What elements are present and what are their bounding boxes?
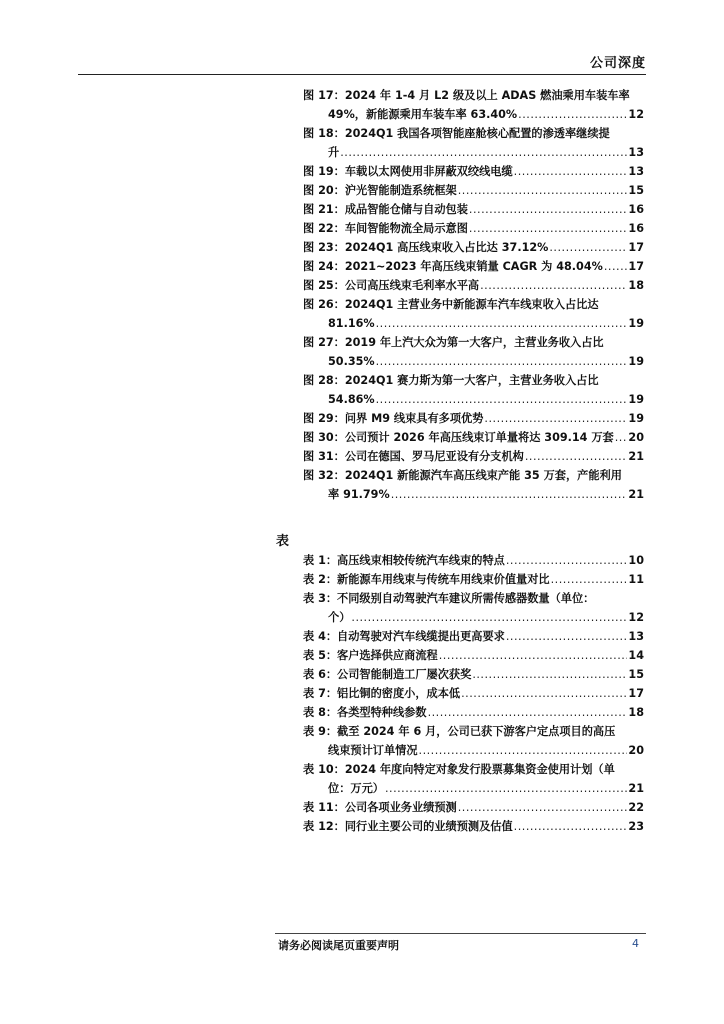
figure-toc-entry[interactable] xyxy=(303,219,644,238)
table-toc-entry[interactable] xyxy=(303,703,644,722)
figure-toc-entry-page: 16 xyxy=(628,203,644,216)
figure-toc-entry-title: 图 23：2024Q1 高压线束收入占比达 37.12% xyxy=(303,241,549,254)
figure-toc-entry-title: 图 24：2021~2023 年高压线束销量 CAGR 为 48.04% xyxy=(303,260,603,273)
figure-toc-entry[interactable] xyxy=(303,295,644,333)
figure-toc-entry-title: 81.16% xyxy=(328,317,375,330)
dot-leader xyxy=(376,390,628,409)
table-toc-entry[interactable] xyxy=(303,760,644,798)
table-toc-entry-title: 表 8：各类型特种线参数 xyxy=(303,706,427,719)
figure-toc-entry-title: 图 17：2024 年 1-4 月 L2 级及以上 ADAS 燃油乘用车装车率 xyxy=(303,89,630,102)
figure-toc-entry[interactable] xyxy=(303,86,644,124)
figure-toc-entry-title: 图 18：2024Q1 我国各项智能座舱核心配置的渗透率继续提 xyxy=(303,127,610,140)
figure-toc-entry-title: 图 25：公司高压线束毛利率水平高 xyxy=(303,279,480,292)
table-toc-entry[interactable] xyxy=(303,798,644,817)
dot-leader xyxy=(615,428,628,447)
dot-leader xyxy=(525,447,628,466)
figure-toc-entry-title: 图 29：问界 M9 线束具有多项优势 xyxy=(303,412,484,425)
dot-leader xyxy=(514,162,628,181)
dot-leader xyxy=(376,314,628,333)
figure-toc-entry-title: 图 20：沪光智能制造系统框架 xyxy=(303,184,457,197)
report-type-label: 公司深度 xyxy=(589,56,646,71)
table-toc-entry-page: 13 xyxy=(628,630,644,643)
dot-leader xyxy=(514,817,628,836)
dot-leader xyxy=(472,665,627,684)
figure-toc-entry-page: 19 xyxy=(628,393,644,406)
table-toc-entry-title: 表 6：公司智能制造工厂屡次获奖 xyxy=(303,668,472,681)
figure-toc-entry-page: 17 xyxy=(628,260,644,273)
dot-leader xyxy=(551,570,628,589)
dot-leader xyxy=(604,257,628,276)
table-toc-entry-page: 12 xyxy=(628,611,644,624)
figure-toc-entry-title: 50.35% xyxy=(328,355,375,368)
table-toc-entry-title: 个） xyxy=(328,611,351,624)
figure-toc-entry[interactable] xyxy=(303,333,644,371)
dot-leader xyxy=(419,741,628,760)
dot-leader xyxy=(461,684,627,703)
figure-toc-entry-page: 19 xyxy=(628,355,644,368)
table-toc-entry[interactable] xyxy=(303,551,644,570)
figure-toc-entry[interactable] xyxy=(303,124,644,162)
table-toc-entry-page: 10 xyxy=(628,554,644,567)
figure-toc-entry-title: 升 xyxy=(328,146,340,159)
figure-toc-entry-title: 54.86% xyxy=(328,393,375,406)
table-toc-entry-page: 11 xyxy=(628,573,644,586)
footer-disclaimer: 请务必阅读尾页重要声明 xyxy=(278,939,399,952)
dot-leader xyxy=(376,352,628,371)
table-toc-entry[interactable] xyxy=(303,684,644,703)
figure-toc-entry-page: 19 xyxy=(628,412,644,425)
dot-leader xyxy=(439,646,628,665)
table-toc-entry-page: 23 xyxy=(628,820,644,833)
table-toc-entry-title: 表 2：新能源车用线束与传统车用线束价值量对比 xyxy=(303,573,550,586)
figure-toc-entry-page: 13 xyxy=(628,146,644,159)
dot-leader xyxy=(506,627,628,646)
dot-leader xyxy=(469,219,628,238)
figure-toc-entry-title: 图 21：成品智能仓储与自动包装 xyxy=(303,203,468,216)
figure-toc-entry-title: 率 91.79% xyxy=(328,488,390,501)
table-toc-entry[interactable] xyxy=(303,722,644,760)
figure-toc-entry-page: 15 xyxy=(628,184,644,197)
figure-toc-entry-page: 17 xyxy=(628,241,644,254)
dot-leader xyxy=(506,551,628,570)
page-number: 4 xyxy=(632,937,639,950)
figure-toc-entry-page: 12 xyxy=(628,108,644,121)
table-toc-entry-page: 14 xyxy=(628,649,644,662)
table-toc-entry-title: 表 3：不同级别自动驾驶汽车建议所需传感器数量（单位： xyxy=(303,592,595,605)
table-toc-entry[interactable] xyxy=(303,589,644,627)
dot-leader xyxy=(428,703,628,722)
figure-toc-entry-title: 图 26：2024Q1 主营业务中新能源车汽车线束收入占比达 xyxy=(303,298,599,311)
figure-toc-entry[interactable] xyxy=(303,276,644,295)
figure-toc-entry-page: 18 xyxy=(628,279,644,292)
dot-leader xyxy=(458,181,628,200)
table-toc-entry-title: 表 9：截至 2024 年 6 月，公司已获下游客户定点项目的高压 xyxy=(303,725,616,738)
figure-toc-entry[interactable] xyxy=(303,371,644,409)
figure-toc-entry-title: 图 28：2024Q1 赛力斯为第一大客户，主营业务收入占比 xyxy=(303,374,599,387)
figure-toc-entry[interactable] xyxy=(303,257,644,276)
figure-toc-entry[interactable] xyxy=(303,428,644,447)
figure-toc-entry-page: 16 xyxy=(628,222,644,235)
figure-toc-entry-page: 20 xyxy=(628,431,644,444)
figure-toc-entry-title: 图 32：2024Q1 新能源汽车高压线束产能 35 万套，产能利用 xyxy=(303,469,622,482)
table-toc-entry[interactable] xyxy=(303,665,644,684)
figure-toc-entry-title: 图 22：车间智能物流全局示意图 xyxy=(303,222,468,235)
table-toc-entry[interactable] xyxy=(303,817,644,836)
dot-leader xyxy=(549,238,627,257)
tables-section-title: 表 xyxy=(276,534,290,549)
table-toc-entry-title: 表 11：公司各项业务业绩预测 xyxy=(303,801,457,814)
figure-toc-entry-page: 13 xyxy=(628,165,644,178)
header-divider xyxy=(78,74,646,75)
figure-toc-entry[interactable] xyxy=(303,466,644,504)
table-toc-entry-title: 表 4：自动驾驶对汽车线缆提出更高要求 xyxy=(303,630,505,643)
dot-leader xyxy=(351,608,627,627)
table-toc-entry-title: 表 5：客户选择供应商流程 xyxy=(303,649,438,662)
figure-toc-entry-page: 21 xyxy=(628,488,644,501)
table-toc-entry-page: 20 xyxy=(628,744,644,757)
table-toc-entry-title: 表 7：铝比铜的密度小，成本低 xyxy=(303,687,461,700)
footer-divider xyxy=(275,933,646,934)
table-toc-entry-title: 表 1：高压线束相较传统汽车线束的特点 xyxy=(303,554,505,567)
table-toc-entry-page: 17 xyxy=(628,687,644,700)
dot-leader xyxy=(391,485,628,504)
figure-toc-entry[interactable] xyxy=(303,238,644,257)
dot-leader xyxy=(469,200,628,219)
figure-toc-entry-title: 图 31：公司在德国、罗马尼亚设有分支机构 xyxy=(303,450,524,463)
figure-toc-entry-page: 19 xyxy=(628,317,644,330)
dot-leader xyxy=(385,779,627,798)
table-toc-entry-title: 表 10：2024 年度向特定对象发行股票募集资金使用计划（单 xyxy=(303,763,615,776)
figure-toc-entry-title: 图 27：2019 年上汽大众为第一大客户，主营业务收入占比 xyxy=(303,336,604,349)
table-toc-entry-title: 表 12：同行业主要公司的业绩预测及估值 xyxy=(303,820,513,833)
figure-toc-entry-title: 图 30：公司预计 2026 年高压线束订单量将达 309.14 万套 xyxy=(303,431,614,444)
dot-leader xyxy=(518,105,627,124)
table-toc-entry-page: 22 xyxy=(628,801,644,814)
tables-toc-list xyxy=(303,551,644,836)
table-toc-entry-page: 21 xyxy=(628,782,644,795)
figure-toc-entry[interactable] xyxy=(303,447,644,466)
figure-toc-entry[interactable] xyxy=(303,181,644,200)
figure-toc-entry-page: 21 xyxy=(628,450,644,463)
figure-toc-entry[interactable] xyxy=(303,200,644,219)
table-toc-entry-page: 18 xyxy=(628,706,644,719)
dot-leader xyxy=(480,276,627,295)
figure-toc-entry[interactable] xyxy=(303,162,644,181)
dot-leader xyxy=(484,409,627,428)
table-toc-entry[interactable] xyxy=(303,627,644,646)
figure-toc-entry-title: 图 19：车载以太网使用非屏蔽双绞线电缆 xyxy=(303,165,513,178)
table-toc-entry-title: 位：万元） xyxy=(328,782,384,795)
table-toc-entry[interactable] xyxy=(303,646,644,665)
table-toc-entry-title: 线束预计订单情况 xyxy=(328,744,418,757)
table-toc-entry[interactable] xyxy=(303,570,644,589)
figure-toc-entry-title: 49%，新能源乘用车装车率 63.40% xyxy=(328,108,518,121)
figure-toc-entry[interactable] xyxy=(303,409,644,428)
dot-leader xyxy=(458,798,628,817)
figures-toc-list xyxy=(303,86,644,504)
dot-leader xyxy=(340,143,627,162)
table-toc-entry-page: 15 xyxy=(628,668,644,681)
